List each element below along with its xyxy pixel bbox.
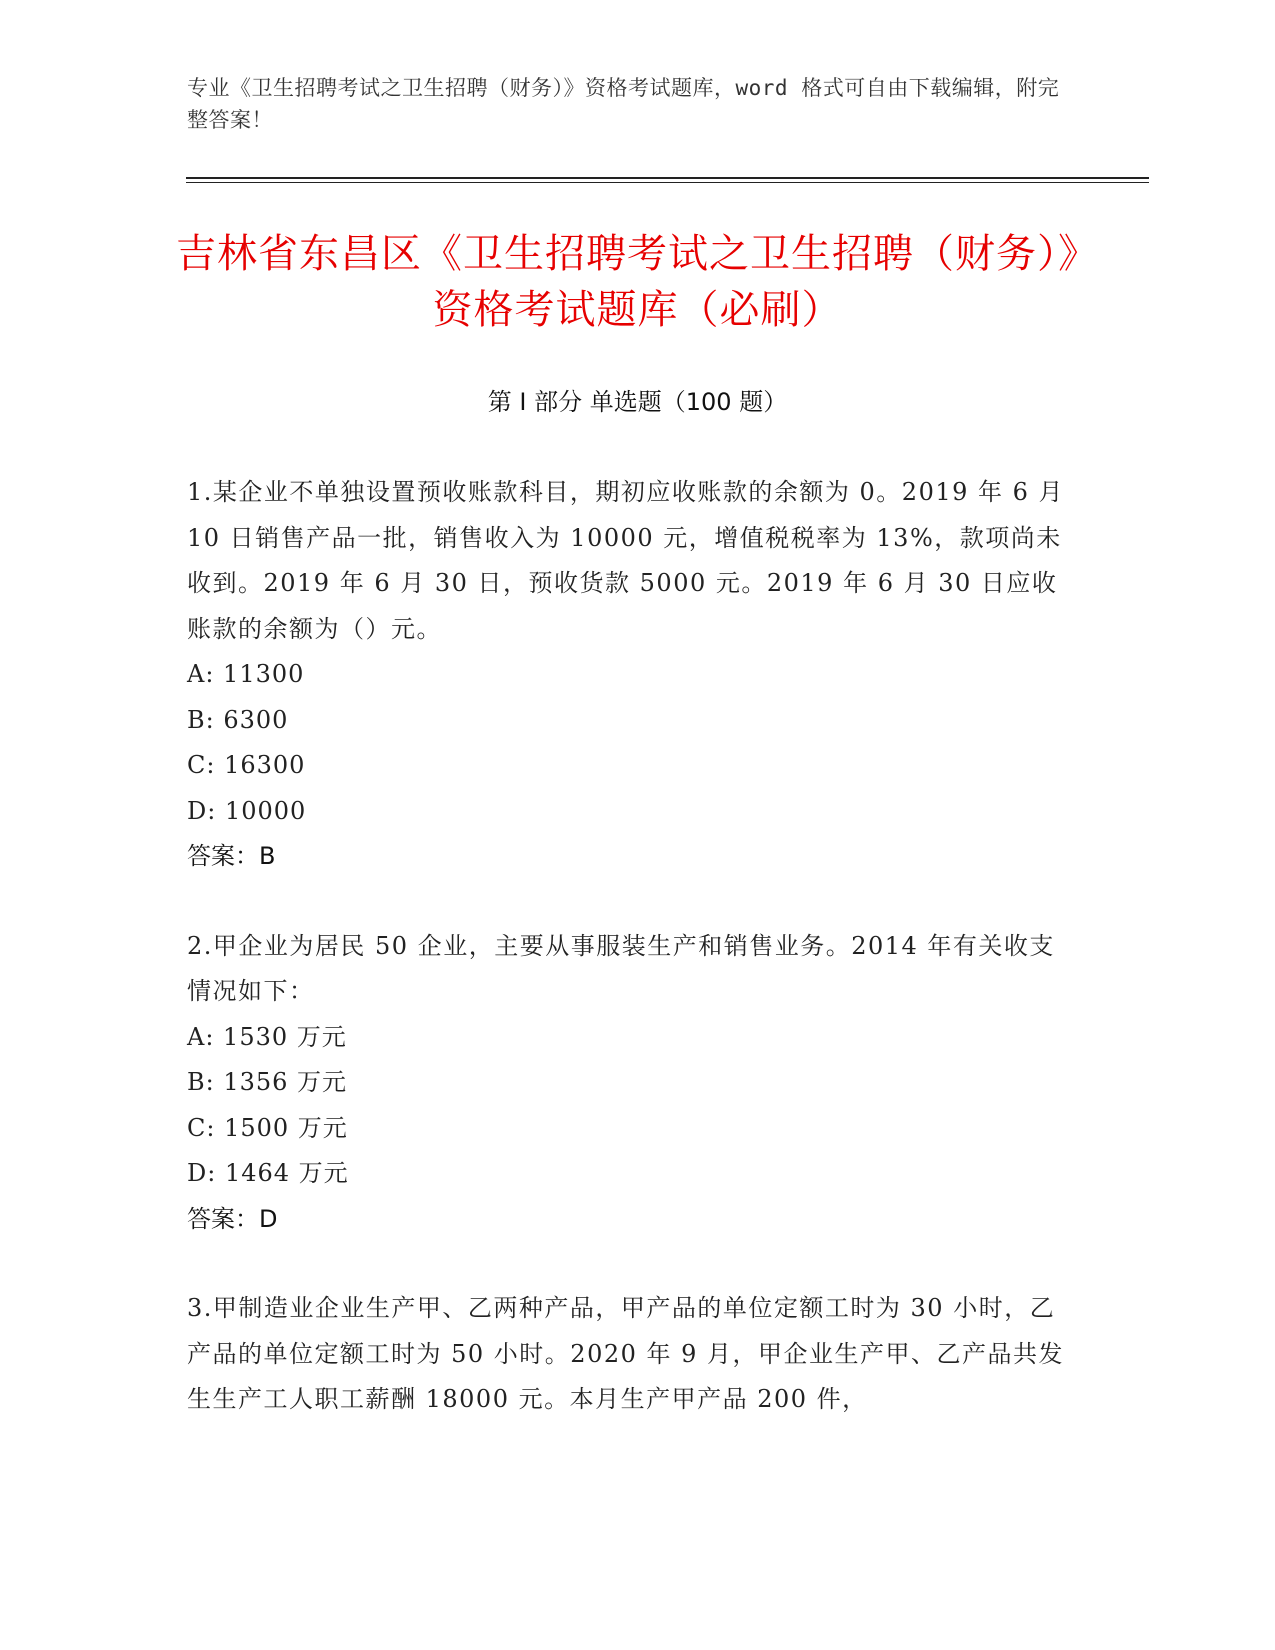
question-list (187, 470, 1077, 1467)
option-a: A: 11300 (187, 660, 305, 688)
question-2 (187, 924, 1077, 1243)
header-divider-thick (186, 177, 1149, 179)
answer: 答案：D (187, 1204, 278, 1233)
option-c: C: 1500 万元 (187, 1113, 348, 1142)
question-text: 3.甲制造业企业生产甲、乙两种产品，甲产品的单位定额工时为 30 小时，乙产品的单位定额工时为 50 小时。2020 年 9 月，甲企业生产甲、乙产品共发生生产工人职工薪酬 18000 元。本月生产甲产品 200 件， (187, 1294, 1065, 1413)
question-3 (187, 1286, 1077, 1423)
header-note: 专业《卫生招聘考试之卫生招聘（财务）》资格考试题库，word 格式可自由下载编辑，附完整答案！ (187, 76, 1060, 132)
option-b: B: 6300 (187, 705, 289, 734)
option-a: A: 1530 万元 (187, 1022, 347, 1051)
option-c: C: 16300 (187, 751, 306, 779)
question-1 (187, 470, 1077, 880)
document-title: 吉林省东昌区《卫生招聘考试之卫生招聘（财务）》资格考试题库（必刷） (176, 231, 1099, 333)
option-d: D: 1464 万元 (187, 1159, 349, 1187)
question-text: 1.某企业不单独设置预收账款科目，期初应收账款的余额为 0。2019 年 6 月 10 日销售产品一批，销售收入为 10000 元，增值税税率为 13%，款项尚未收到。2019 年 6 月 30 日，预收货款 5000 元。2019 年 6 月 30 日应收账款的余额为（）元。 (187, 478, 1065, 643)
section-title: 第 I 部分 单选题（100 题） (487, 388, 788, 416)
option-b: B: 1356 万元 (187, 1068, 348, 1096)
question-text: 2.甲企业为居民 50 企业，主要从事服装生产和销售业务。2014 年有关收支情况如下： (187, 931, 1055, 1005)
header-divider-thin (186, 182, 1149, 183)
answer: 答案：B (187, 842, 276, 870)
option-d: D: 10000 (187, 796, 307, 825)
